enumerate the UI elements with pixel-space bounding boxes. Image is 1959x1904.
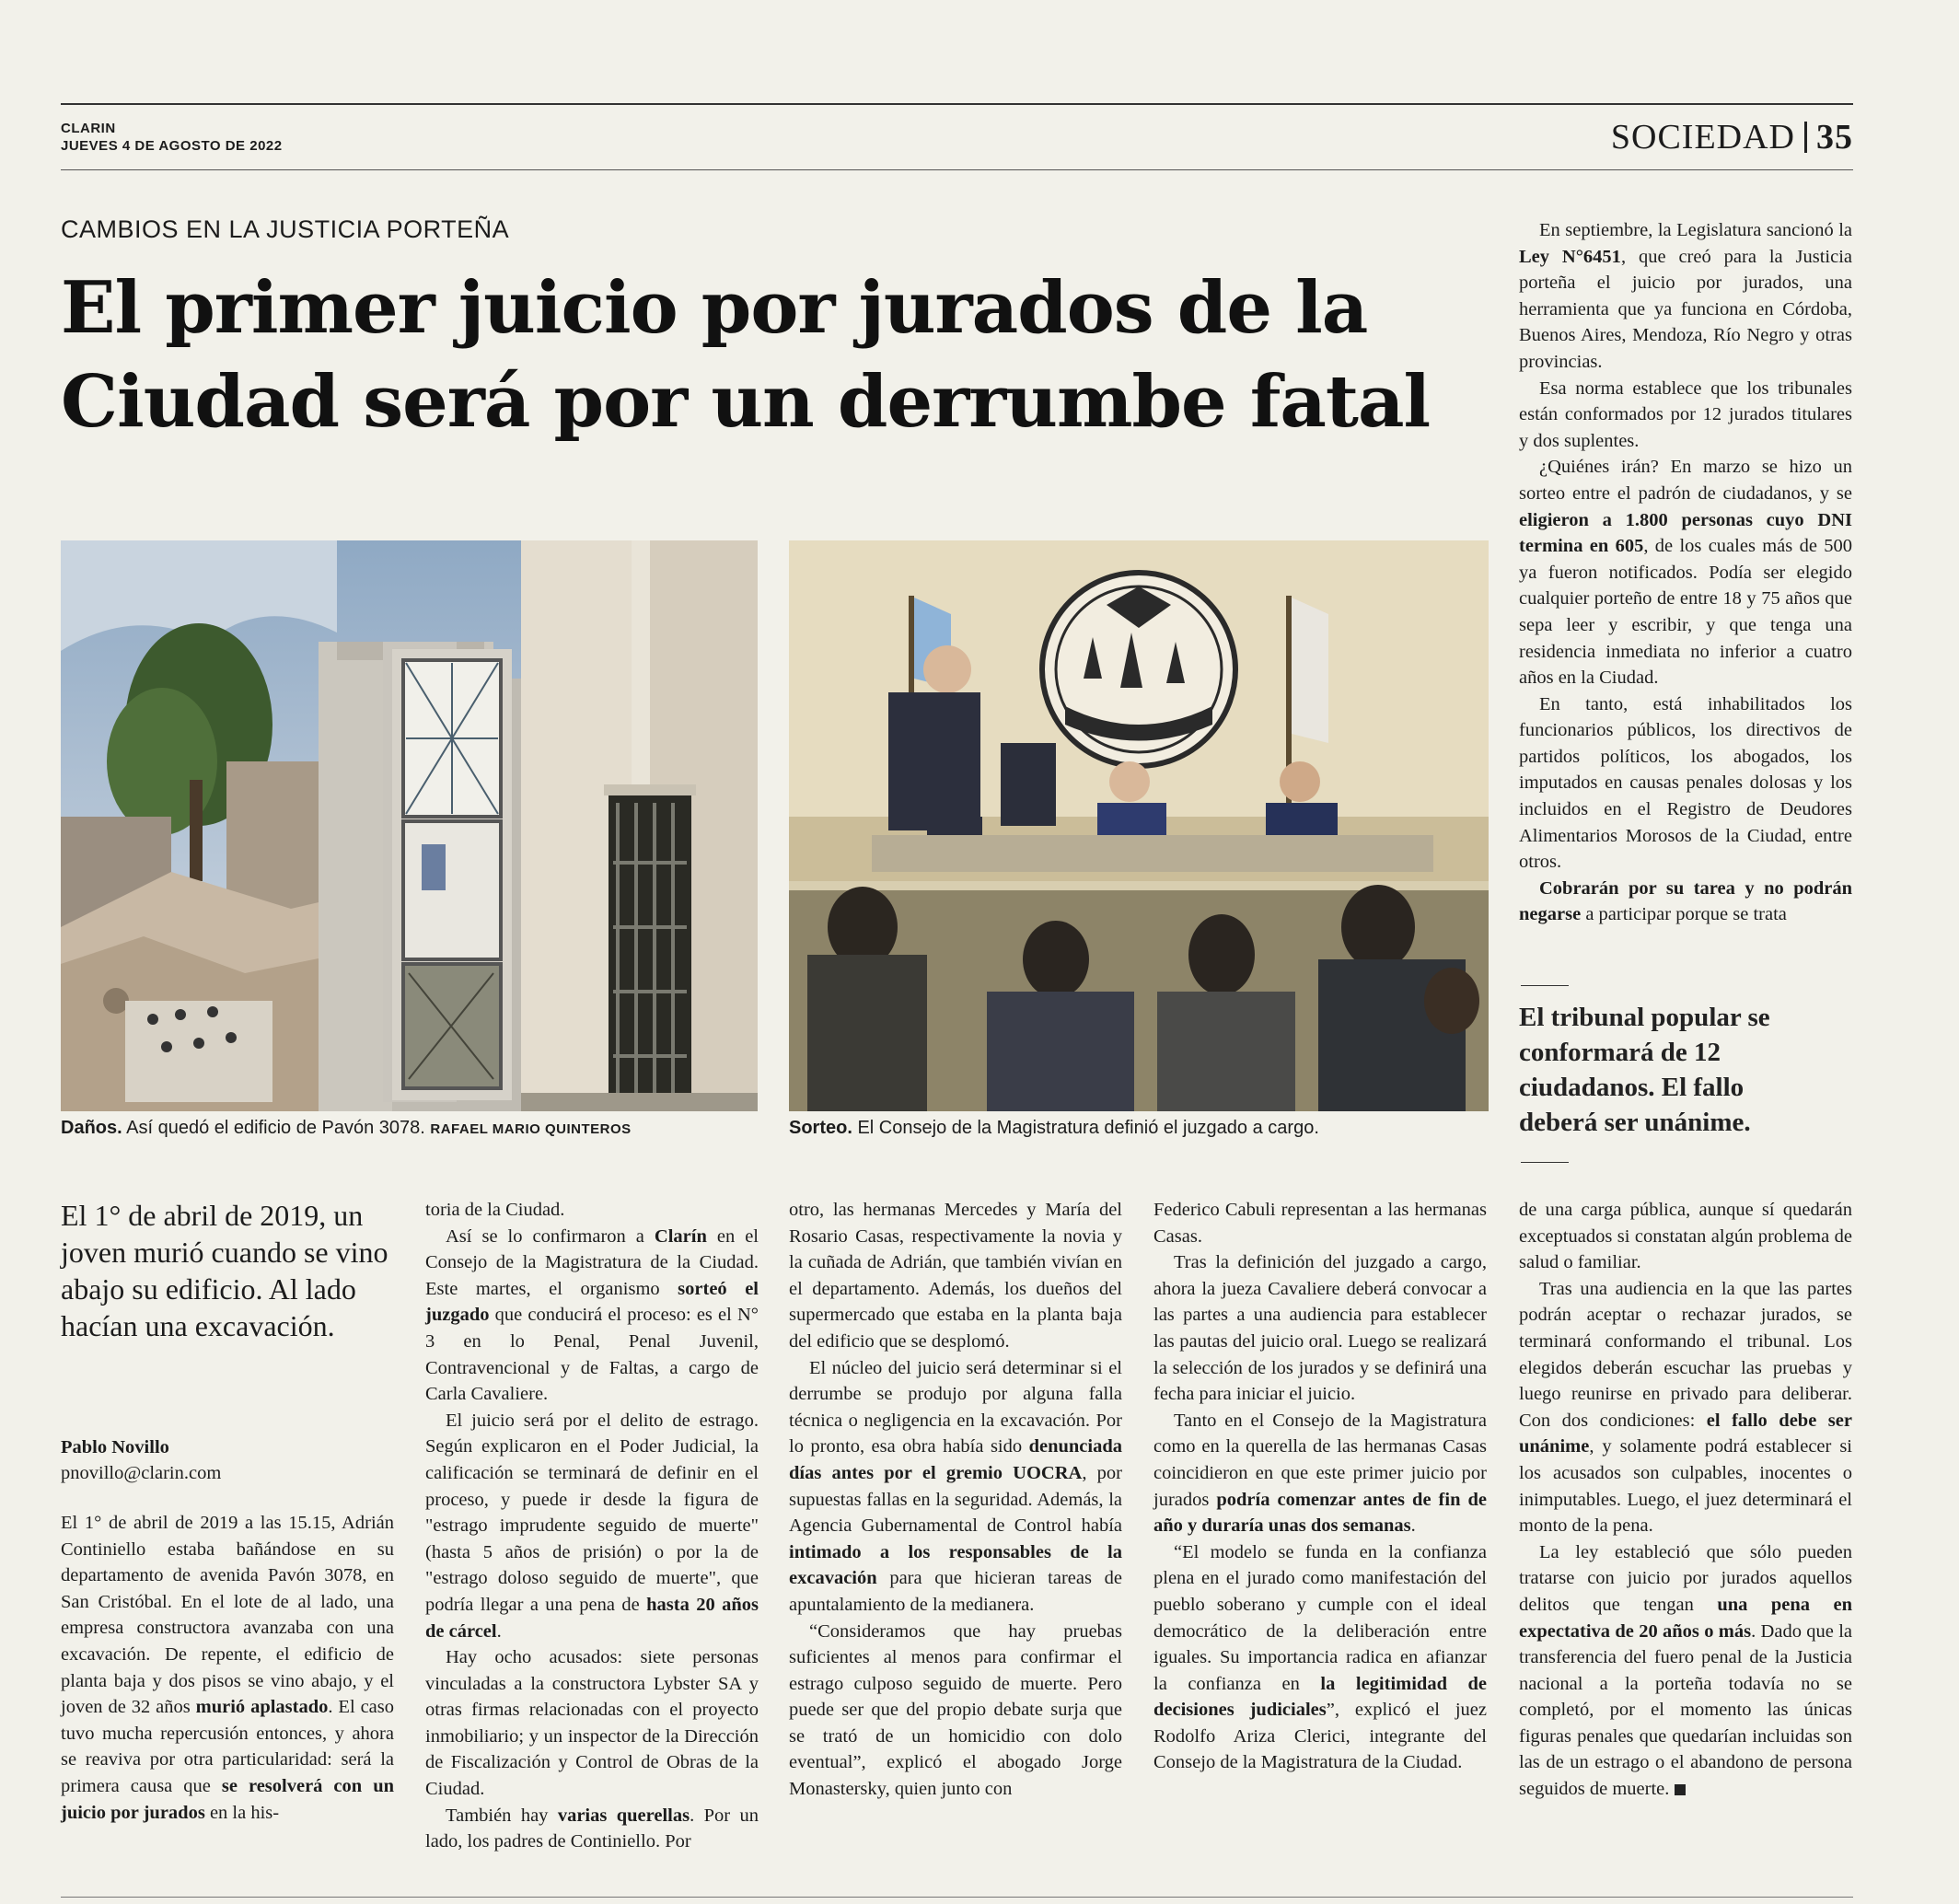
photo2-caption (789, 1116, 1319, 1140)
col1-p1a: El 1° de abril de 2019 a las 15.15, Adrián Continiello estaba bañándose en su departamento de avenida Pavón 3078, en San Cristóbal. En el lote de al lado, una empresa constructora avanzaba con una excavación. De repente, el edificio de planta baja y dos pisos se vino abajo, y el joven de 32 años (61, 1513, 394, 1718)
byline (61, 1434, 401, 1486)
col5b-paragraph-2 (1519, 1539, 1852, 1803)
col2-p1e: que conducirá el proceso: es el N° 3 en lo Penal, Penal Juvenil, Contravencional y de Faltas, a cargo de Carla Cavaliere. (425, 1305, 759, 1405)
col3-paragraph-1 (789, 1355, 1122, 1619)
top-rule (61, 103, 1853, 105)
col2-paragraph-2 (425, 1408, 759, 1644)
headline (61, 261, 1497, 449)
col5b-p1: Tras una audiencia en la que las partes podrán aceptar o rechazar jurados, se terminará conformando el tribunal. Los elegidos deberán escuchar las pruebas y luego reunirse en privado para deliberar. Con dos condiciones: (1519, 1278, 1852, 1431)
col2-p1b: Clarín (654, 1225, 707, 1247)
article-column-3 (789, 1197, 1122, 1803)
col5b-p1b: el fallo debe ser unánime (1519, 1410, 1852, 1457)
col4-paragraph-3 (1153, 1539, 1487, 1776)
headline-line-1: El primer juicio por jurados de la (61, 266, 1368, 350)
col5-p5a: Cobrarán por su tarea y no podrán negarse (1519, 877, 1852, 925)
byline-email: pnovillo@clarin.com (61, 1463, 222, 1483)
photo1-caption-lead: Daños. (61, 1118, 122, 1138)
bottom-rule (61, 1897, 1853, 1898)
issue-date: JUEVES 4 DE AGOSTO DE 2022 (61, 138, 283, 154)
paper-name: CLARIN (61, 121, 116, 136)
col5b-p2a: La ley estableció que sólo pueden tratarse con juicio por jurados aquellos delitos que tengan (1519, 1541, 1852, 1615)
photo2-caption-lead: Sorteo. (789, 1118, 852, 1138)
photo2-caption-text: El Consejo de la Magistratura definió el juzgado a cargo. (857, 1118, 1319, 1138)
col3-p1c: , por supuestas fallas en la seguridad. Además, la Agencia Gubernamental de Control había (789, 1462, 1122, 1537)
col5-paragraph-5 (1519, 876, 1852, 928)
col3-paragraph-0: otro, las hermanas Mercedes y María del Rosario Casas, respectivamente la novia y la cuñada de Adrián, que también vivían en el departamento. Además, los dueños del supermercado que estaba en la planta baja del edificio que se desplomó. (789, 1200, 1122, 1352)
col5-paragraph-1 (1519, 217, 1852, 376)
col3-p1e: para que hicieran tareas de apuntalamiento de la medianera. (789, 1568, 1122, 1615)
col4-p2c: . (1410, 1515, 1416, 1537)
col5b-p2b: una pena en expectativa de 20 años o más (1519, 1594, 1852, 1642)
col4-p2a: Tanto en el Consejo de la Magistratura como en la querella de las hermanas Casas coincidieron en que este primer juicio por jurados (1153, 1410, 1487, 1510)
col2-p2a: El juicio será por el delito de estrago. Según explicaron en el Poder Judicial, la calificación se terminará de definir en el proceso, y puede ir desde la figura de "estrago imprudente seguido de muerte" (hasta 5 años de prisión) o por la de "estrago doloso seguido de muerte", que podría llegar a una pena de (425, 1410, 759, 1615)
col1-p1c: . El caso tuvo mucha repercusión entonces, y ahora se reaviva por otra particularidad: será la primera causa que (61, 1697, 394, 1796)
article-column-4 (1153, 1197, 1487, 1776)
lede: El 1° de abril de 2019, un joven murió cuando se vino abajo su edificio. Al lado hacían una excavación. (61, 1199, 388, 1342)
col5-paragraph-2: Esa norma establece que los tribunales están conformados por 12 jurados titulares y dos suplentes. (1519, 377, 1852, 451)
col5b-paragraph-1 (1519, 1276, 1852, 1539)
collapsed-building-illustration (61, 540, 758, 1111)
col2-paragraph-1 (425, 1224, 759, 1408)
article-column-2 (425, 1197, 759, 1855)
col2-paragraph-3: Hay ocho acusados: siete personas vinculadas a la constructora Lybster SA y otras firmas relacionadas con el proyecto inmobiliario; y un inspector de la Dirección de Fiscalización y Control de Obras de la Ciudad. (425, 1647, 759, 1800)
col2-paragraph-4 (425, 1803, 759, 1855)
article-column-5-bottom (1519, 1197, 1852, 1803)
col2-p4c: . Por un lado, los padres de Continiello. Por (425, 1805, 759, 1852)
courtroom-illustration (789, 540, 1489, 1111)
pull-quote-rule-top (1521, 985, 1569, 986)
masthead-left (61, 120, 283, 155)
col1-p1b: murió aplastado (195, 1697, 329, 1718)
col5-paragraph-4: En tanto, está inhabilitados los funcionarios públicos, los directivos de partidos políticos, los abogados, los imputados en causas penales dolosas y los incluidos en el Registro de Deudores Alimentarios Morosos de la Ciudad, entre otros. (1519, 693, 1852, 873)
col5-p3a: ¿Quiénes irán? En marzo se hizo un sorteo entre el padrón de ciudadanos, y se (1519, 457, 1852, 504)
kicker: CAMBIOS EN LA JUSTICIA PORTEÑA (61, 215, 510, 243)
col5-p1a: En septiembre, la Legislatura sancionó la (1539, 220, 1852, 240)
col2-p2b: hasta 20 años de cárcel (425, 1594, 759, 1642)
col5b-paragraph-0: de una carga pública, aunque sí quedarán exceptuados si constatan algún problema de salud o familiar. (1519, 1200, 1852, 1273)
photo1-caption (61, 1116, 632, 1142)
col4-paragraph-0: Federico Cabuli representan a las hermanas Casas. (1153, 1200, 1487, 1247)
col5-p1c: , que creó para la Justicia porteña el juicio por jurados, una herramienta que ya funciona en Córdoba, Buenos Aires, Mendoza, Río Negro y otras provincias. (1519, 246, 1852, 372)
article-column-5-top (1519, 217, 1852, 928)
byline-name: Pablo Novillo (61, 1437, 169, 1457)
col5b-p1c: , y solamente podrá establecer si los acusados son culpables, inocentes o inimputables. Luego, el juez determinará el monto de la pena. (1519, 1436, 1852, 1537)
col5-p1b: Ley N°6451 (1519, 246, 1621, 267)
col1-p1e: en la his- (204, 1802, 280, 1823)
photo-collapsed-building (61, 540, 758, 1111)
photo1-credit: RAFAEL MARIO QUINTEROS (430, 1121, 632, 1137)
headline-line-2: Ciudad será por un derrumbe fatal (61, 360, 1431, 444)
col4-p3b: la legitimidad de decisiones judiciales (1153, 1673, 1487, 1721)
col5b-p2c: . Dado que la transferencia del fuero penal de la Justicia nacional a la porteña todavía no se completó, por el momento las únicas figuras penales que quedarían incluidas son las de un estrago o el abandono de persona seguidos de muerte. (1519, 1620, 1853, 1800)
col2-p4b: varias querellas (557, 1805, 690, 1826)
col2-paragraph-0: toria de la Ciudad. (425, 1200, 565, 1220)
pull-quote-rule-bottom (1521, 1162, 1569, 1163)
pull-quote: El tribunal popular se conformará de 12 ciudadanos. El fallo deberá ser unánime. (1519, 1003, 1770, 1137)
col3-p1d: intimado a los responsables de la excavación (789, 1541, 1122, 1589)
col3-p1a: El núcleo del juicio será determinar si el derrumbe se produjo por alguna falla técnica o negligencia en la excavación. Por lo pronto, esa obra había sido (789, 1357, 1122, 1457)
article-column-1 (61, 1510, 394, 1826)
col5-p5b: a participar porque se trata (1581, 904, 1787, 925)
col4-p3a: “El modelo se funda en la confianza plena en el jurado como manifestación del pueblo soberano y cumple con el ideal democrático de la deliberación entre iguales. Su importancia radica en afianzar la confianza en (1153, 1541, 1487, 1694)
photo1-caption-text: Así quedó el edificio de Pavón 3078. (126, 1118, 425, 1138)
col5-paragraph-3 (1519, 454, 1852, 691)
col2-p1d: sorteó el juzgado (425, 1278, 759, 1326)
col1-p1d: se resolverá con un juicio por jurados (61, 1775, 394, 1823)
col4-paragraph-1: Tras la definición del juzgado a cargo, ahora la jueza Cavaliere deberá convocar a las partes a una audiencia para establecer las pautas del juicio oral. Luego se realizará la selección de los jurados y se definirá una fecha para iniciar el juicio. (1153, 1252, 1487, 1405)
photo-courtroom-draw (789, 540, 1489, 1111)
end-of-article-mark (1675, 1784, 1686, 1795)
col2-p4a: También hay (446, 1805, 558, 1826)
section-separator (1804, 122, 1807, 153)
col3-paragraph-2: “Consideramos que hay pruebas suficientes al menos para confirmar el estrago culposo seguido de muerte. Pero puede ser que del propio debate surja que se trató de un homicidio con dolo eventual”, explicó el abogado Jorge Monastersky, quien junto con (789, 1620, 1122, 1800)
col4-p2b: podría comenzar antes de fin de año y duraría unas dos semanas (1153, 1489, 1487, 1537)
section-name: SOCIEDAD (1610, 118, 1795, 157)
col2-p1c: en el Consejo de la Magistratura de la Ciudad. Este martes, el organismo (425, 1225, 759, 1299)
col2-p2c: . (496, 1620, 502, 1642)
col5-p3b: eligieron a 1.800 personas cuyo DNI termina en 605 (1519, 509, 1852, 557)
masthead-rule (61, 169, 1853, 170)
col4-paragraph-2 (1153, 1408, 1487, 1539)
col4-p3c: ”, explicó el juez Rodolfo Ariza Clerici, integrante del Consejo de la Magistratura de la Ciudad. (1153, 1700, 1487, 1773)
col2-p1a: Así se lo confirmaron a (446, 1225, 655, 1247)
page-number: 35 (1816, 118, 1853, 157)
masthead-right (1611, 116, 1853, 158)
col1-paragraph-1 (61, 1510, 394, 1826)
col3-p1b: denunciada días antes por el gremio UOCRA (789, 1436, 1122, 1483)
col5-p3c: , de los cuales más de 500 ya fueron notificados. Podía ser elegido cualquier porteño de entre 18 y 75 años que sepa leer y escribir, y que tenga una residencia inmediata no inferior a cuatro años en la Ciudad. (1519, 536, 1852, 689)
